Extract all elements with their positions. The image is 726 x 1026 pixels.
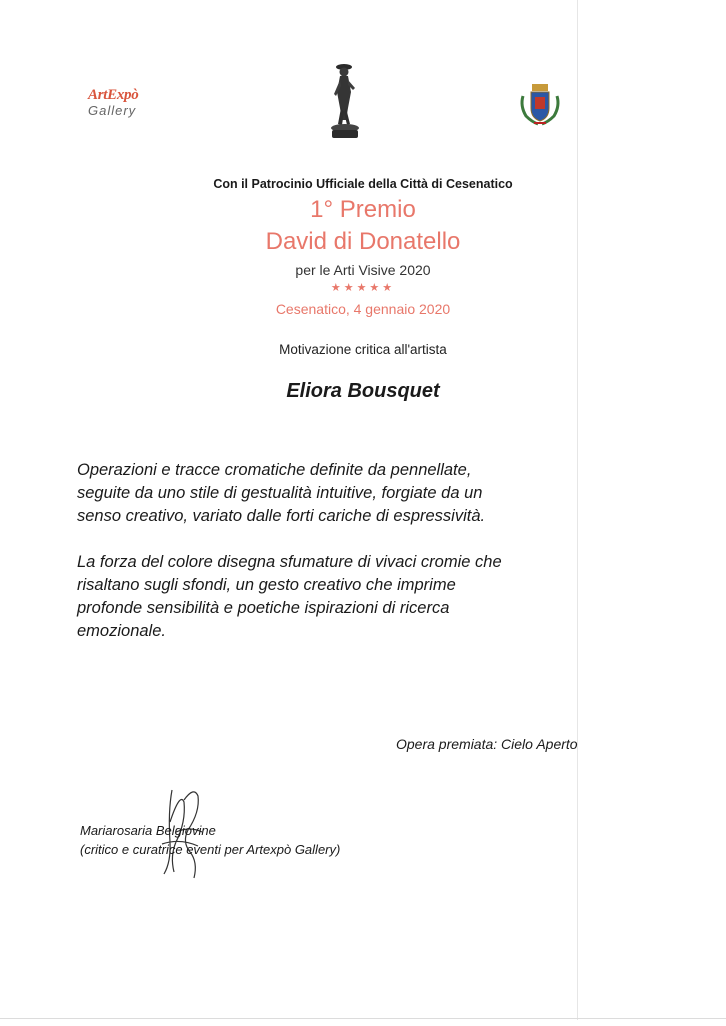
david-statue-icon: [318, 58, 372, 142]
awarded-work: Opera premiata: Cielo Aperto: [396, 736, 578, 752]
city-coat-of-arms-icon: [518, 82, 562, 128]
critique-line: seguite da uno stile di gestualità intuitive, forgiate da un: [77, 484, 483, 502]
motivation-heading: Motivazione critica all'artista: [279, 342, 447, 357]
fold-line-horizontal: [0, 1018, 726, 1019]
star-rating: ★★★★★: [330, 282, 396, 294]
patronage-line: Con il Patrocinio Ufficiale della Città di Cesenatico: [213, 177, 513, 191]
critique-line: profonde sensibilità e poetiche ispirazioni di ricerca: [77, 599, 450, 617]
critique-line: risaltano sugli sfondi, un gesto creativo che imprime: [77, 576, 456, 594]
prize-name: David di Donatello: [265, 228, 461, 255]
prize-subtitle: per le Arti Visive 2020: [295, 262, 431, 278]
critique-paragraph-1: [77, 459, 637, 528]
logo-brand-text: ArtExpò: [88, 87, 139, 103]
critique-paragraph-2: [77, 551, 637, 643]
critique-line: Operazioni e tracce cromatiche definite da pennellate,: [77, 461, 472, 479]
signatory-name: Mariarosaria Belgiovine: [80, 823, 216, 838]
critique-line: emozionale.: [77, 622, 166, 640]
award-title: 1° Premio: [310, 196, 416, 223]
place-date: Cesenatico, 4 gennaio 2020: [275, 301, 451, 317]
critique-line: La forza del colore disegna sfumature di vivaci cromie che: [77, 553, 502, 571]
artist-name: Eliora Bousquet: [286, 380, 440, 402]
artexpo-gallery-logo: [88, 88, 168, 117]
critique-line: senso creativo, variato dalle forti cariche di espressività.: [77, 507, 486, 525]
logo-sub-text: Gallery: [88, 103, 137, 118]
signatory-role: (critico e curatrice eventi per Artexpò Gallery): [80, 842, 341, 857]
